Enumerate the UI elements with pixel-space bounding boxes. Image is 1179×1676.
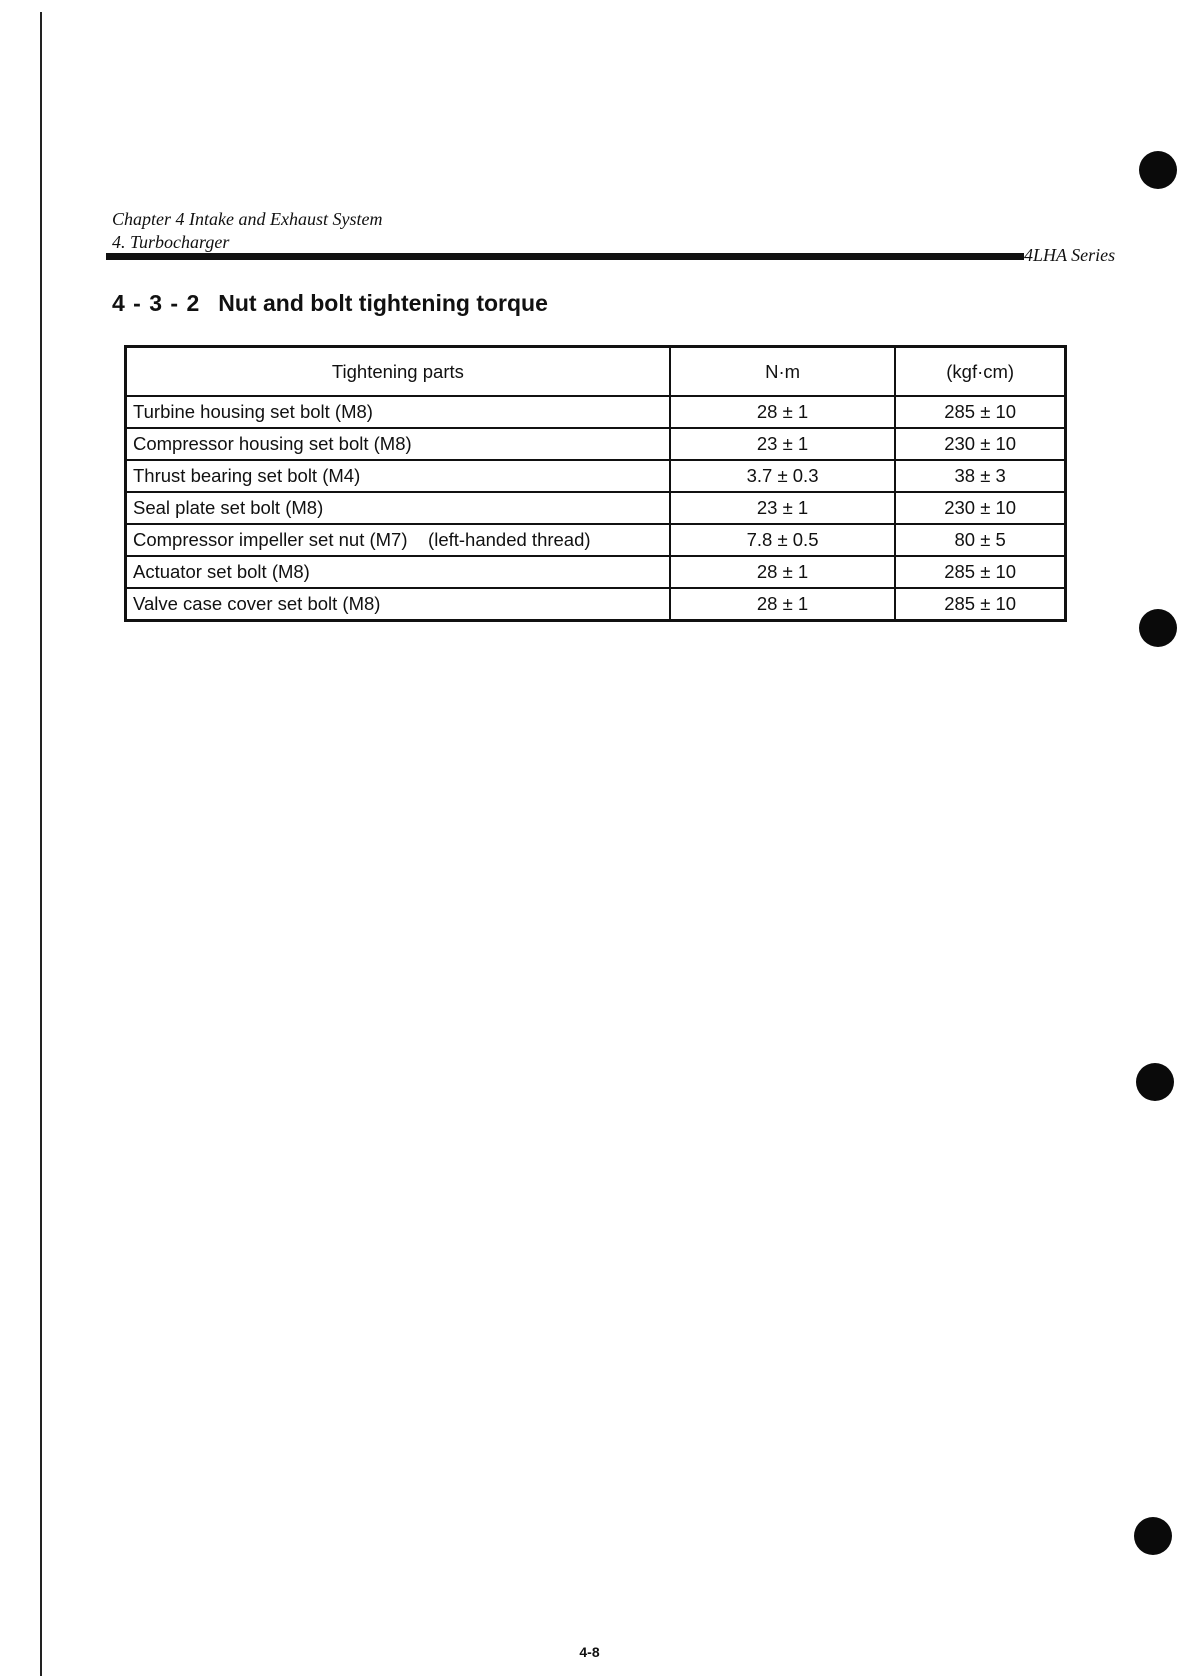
- kgf-cell: 80 ± 5: [895, 524, 1065, 556]
- header-tightening-parts: Tightening parts: [126, 347, 670, 397]
- table-row: [126, 524, 1066, 556]
- header-rule: [106, 253, 1024, 260]
- kgf-cell: 285 ± 10: [895, 556, 1065, 588]
- nm-cell: 7.8 ± 0.5: [670, 524, 896, 556]
- page-number: 4-8: [579, 1644, 600, 1660]
- chapter-title: Chapter 4 Intake and Exhaust System: [112, 209, 383, 229]
- kgf-cell: 285 ± 10: [895, 588, 1065, 621]
- nm-cell: 28 ± 1: [670, 556, 896, 588]
- nm-cell: 28 ± 1: [670, 588, 896, 621]
- part-cell: Seal plate set bolt (M8): [126, 492, 670, 524]
- table-row: [126, 428, 1066, 460]
- section-heading-text: Nut and bolt tightening torque: [218, 290, 548, 316]
- table-row: [126, 460, 1066, 492]
- nm-cell: 23 ± 1: [670, 428, 896, 460]
- series-label: 4LHA Series: [1024, 245, 1116, 265]
- part-cell: Valve case cover set bolt (M8): [126, 588, 670, 621]
- binder-hole-3: [1136, 1063, 1174, 1101]
- table-row: [126, 588, 1066, 621]
- binder-hole-4: [1134, 1517, 1172, 1555]
- header-nm: N·m: [670, 347, 896, 397]
- kgf-cell: 285 ± 10: [895, 396, 1065, 428]
- part-cell: Thrust bearing set bolt (M4): [126, 460, 670, 492]
- torque-table: [124, 345, 1067, 622]
- part-cell: Compressor housing set bolt (M8): [126, 428, 670, 460]
- kgf-cell: 38 ± 3: [895, 460, 1065, 492]
- table-row: [126, 492, 1066, 524]
- kgf-cell: 230 ± 10: [895, 492, 1065, 524]
- left-margin-line: [40, 12, 42, 1676]
- nm-cell: 3.7 ± 0.3: [670, 460, 896, 492]
- section-number: 4 - 3 - 2: [112, 290, 201, 316]
- table-header-row: [126, 347, 1066, 397]
- table-row: [126, 556, 1066, 588]
- section-name: 4. Turbocharger: [112, 232, 230, 252]
- binder-hole-1: [1139, 151, 1177, 189]
- part-cell: Turbine housing set bolt (M8): [126, 396, 670, 428]
- chapter-header: [112, 208, 382, 254]
- section-heading: [112, 290, 548, 317]
- nm-cell: 23 ± 1: [670, 492, 896, 524]
- part-cell: Compressor impeller set nut (M7) (left-handed thread): [126, 524, 670, 556]
- binder-hole-2: [1139, 609, 1177, 647]
- kgf-cell: 230 ± 10: [895, 428, 1065, 460]
- nm-cell: 28 ± 1: [670, 396, 896, 428]
- header-kgf-cm: (kgf·cm): [895, 347, 1065, 397]
- part-cell: Actuator set bolt (M8): [126, 556, 670, 588]
- table-row: [126, 396, 1066, 428]
